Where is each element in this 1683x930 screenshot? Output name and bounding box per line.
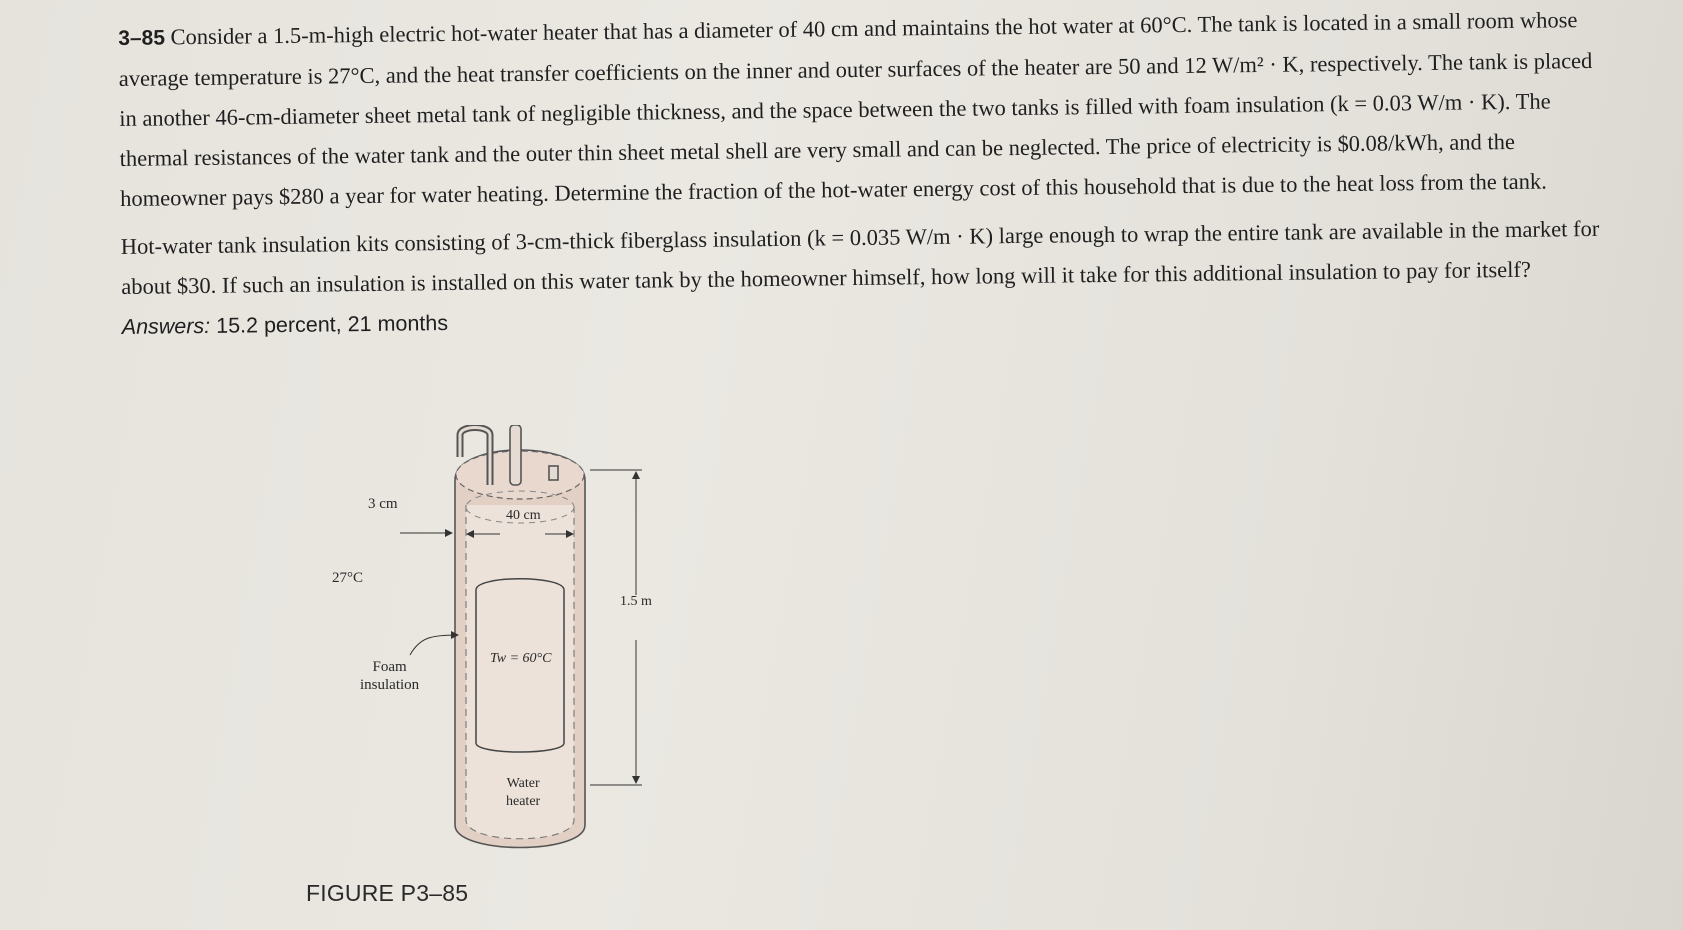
diameter-label: 40 cm bbox=[506, 508, 541, 523]
figure-caption: FIGURE P3–85 bbox=[306, 880, 469, 906]
pipe-center bbox=[510, 425, 521, 485]
problem-statement-continued: Hot-water tank insulation kits consisting of 3-cm-thick fiberglass insulation (k = 0.035 W/m · K) large enough to wrap the entire tank are available in the market for about $30. If such an insulation is installed on this water tank by the homeowner himself, how long will it take for this additional insulation to pay for itself? bbox=[120, 215, 1600, 299]
foam-pointer bbox=[410, 635, 458, 655]
heater-label-line1: Water bbox=[506, 776, 540, 791]
foam-label-line1: Foam bbox=[372, 659, 407, 675]
room-temp-label: 27°C bbox=[332, 570, 364, 586]
foam-insulation-label bbox=[360, 658, 419, 694]
pipe-right-valve bbox=[549, 466, 558, 480]
foam-label-line2: insulation bbox=[360, 677, 420, 693]
problem-paragraph-2 bbox=[121, 209, 1612, 347]
water-heater-label bbox=[506, 775, 540, 811]
problem-text bbox=[118, 0, 1612, 347]
problem-number: 3–85 bbox=[118, 26, 166, 50]
water-temp-label: Tw = 60°C bbox=[490, 651, 552, 666]
answers bbox=[122, 311, 449, 339]
height-label: 1.5 m bbox=[620, 594, 652, 609]
heater-label-line2: heater bbox=[506, 794, 541, 809]
problem-paragraph-1 bbox=[118, 0, 1610, 219]
answers-label: Answers: bbox=[121, 313, 211, 339]
answers-value: 15.2 percent, 21 months bbox=[216, 310, 449, 338]
problem-statement: Consider a 1.5-m-high electric hot-water heater that has a diameter of 40 cm and maintains the hot water at 60°C. The tank is located in a small room whose average temperature is 27°C, and the heat transfer coefficients on the inner and outer surfaces of the heater are 50 and 12 W/m² · K, respectively. The tank is placed in another 46-cm-diameter sheet metal tank of negligible thickness, and the space between the two tanks is filled with foam insulation (k = 0.03 W/m · K). The thermal resistances of the water tank and the outer thin sheet metal shell are very small and can be neglected. The price of electricity is $0.08/kWh, and the homeowner pays $280 a year for water heating. Determine the fraction of the hot-water energy cost of this household that is due to the heat loss from the tank. bbox=[118, 7, 1593, 211]
figure-p3-85 bbox=[332, 425, 700, 855]
thickness-label: 3 cm bbox=[368, 496, 398, 512]
